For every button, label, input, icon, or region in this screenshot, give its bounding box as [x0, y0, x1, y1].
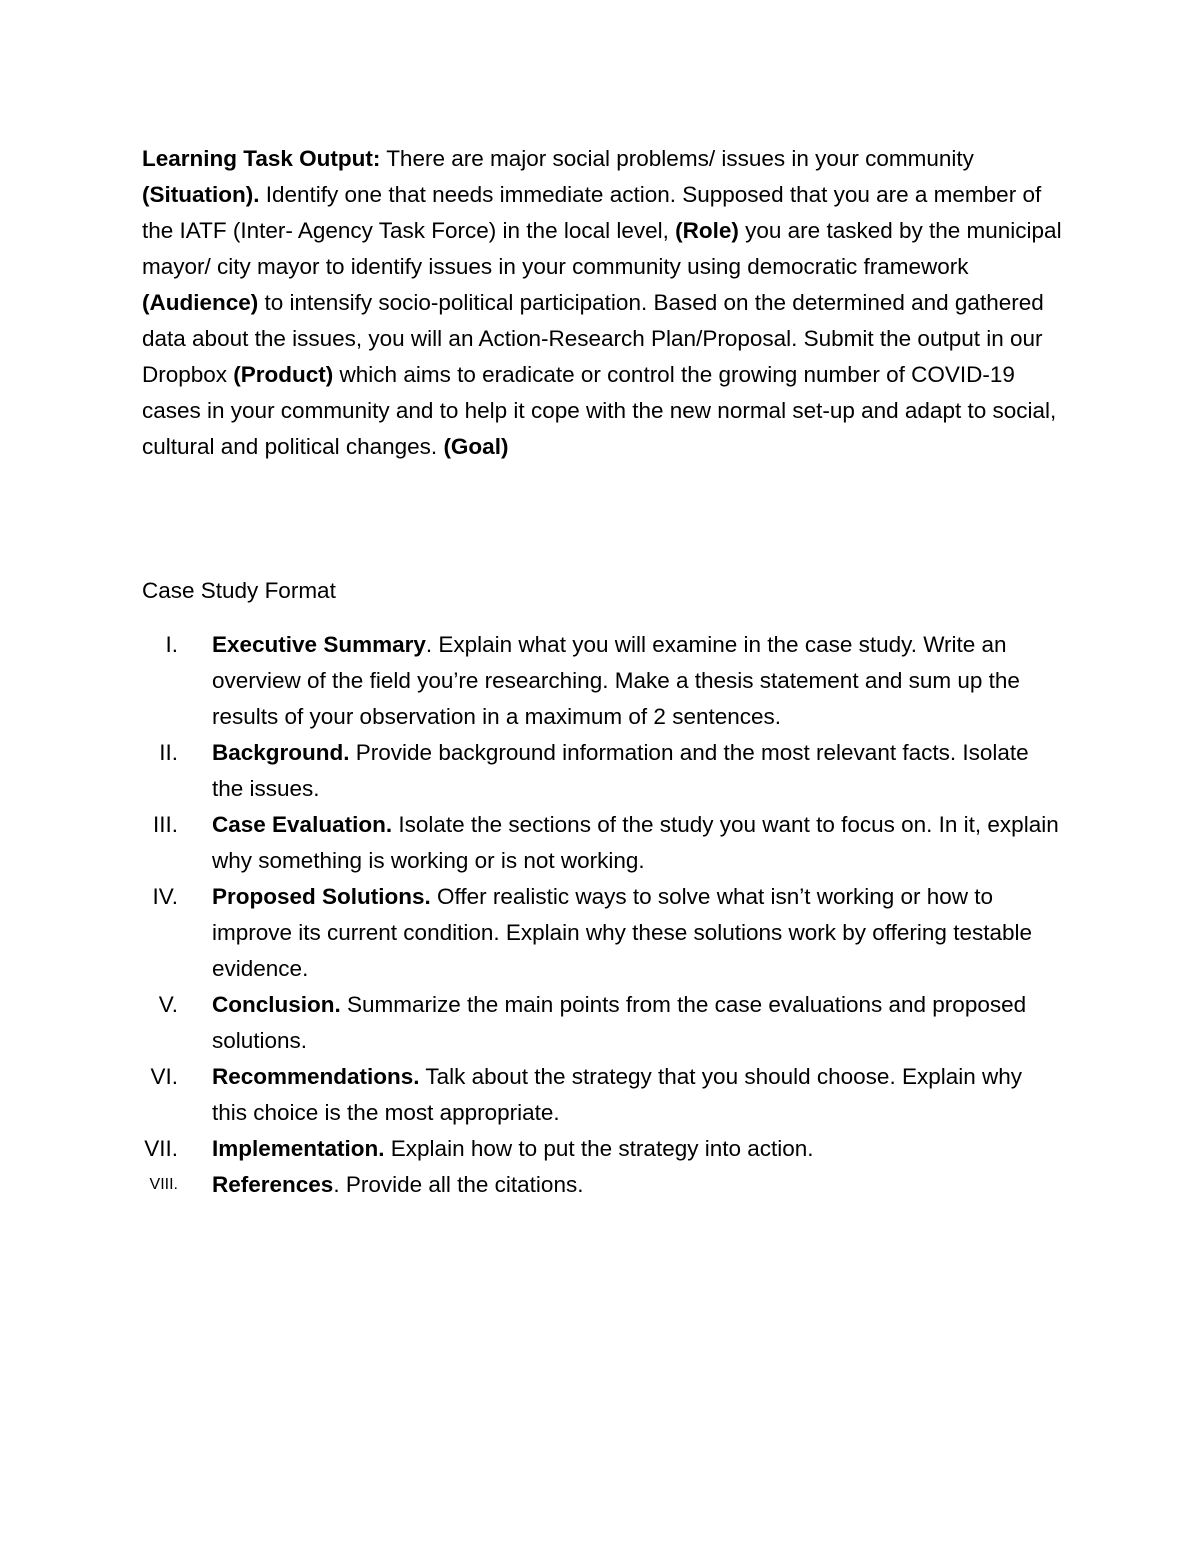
list-item [142, 735, 1062, 807]
situation-label: (Situation). [142, 182, 260, 207]
learning-task-paragraph [142, 141, 1062, 465]
list-item [142, 879, 1062, 987]
learning-task-lead: Learning Task Output: [142, 146, 381, 171]
list-numeral: II. [159, 740, 178, 765]
intro-text-3: you are tasked by the municipal mayor/ city mayor to identify issues in your community using democratic framework [142, 218, 1062, 279]
list-item-text: Offer realistic ways to solve what isn’t working or how to improve its current condition. Explain why these solutions work by offering testable evidence. [212, 884, 1032, 981]
list-item [142, 987, 1062, 1059]
list-item-heading: Implementation. [212, 1136, 385, 1161]
list-item-text: . Explain what you will examine in the case study. Write an overview of the field you’re researching. Make a thesis statement and sum up the results of your observation in a maximum of 2 sentences. [212, 632, 1020, 729]
list-item-heading: References [212, 1172, 334, 1197]
list-numeral: III. [152, 812, 178, 837]
list-numeral: I. [165, 632, 178, 657]
case-study-format-list [142, 627, 1062, 1203]
intro-text-4: to intensify socio-political participation. Based on the determined and gathered data about the issues, you will an Action-Research Plan/Proposal. Submit the output in our Dropbox [142, 290, 1044, 387]
list-item-heading: Case Evaluation. [212, 812, 393, 837]
list-numeral: VI. [150, 1064, 178, 1089]
list-numeral: VII. [144, 1136, 178, 1161]
list-item-text: Explain how to put the strategy into action. [384, 1136, 814, 1161]
list-item [142, 627, 1062, 735]
list-item [142, 1167, 1062, 1203]
list-numeral: VIII. [149, 1176, 178, 1193]
intro-text-2: Identify one that needs immediate action. Supposed that you are a member of the IATF (Inter- Agency Task Force) in the local level, [142, 182, 1042, 243]
list-item-text: Talk about the strategy that you should choose. Explain why this choice is the most appropriate. [212, 1064, 1023, 1125]
role-label: (Role) [675, 218, 739, 243]
product-label: (Product) [233, 362, 334, 387]
document-body [142, 141, 1062, 1197]
list-item-text: Isolate the sections of the study you want to focus on. In it, explain why something is working or is not working. [212, 812, 1059, 873]
list-numeral: IV. [152, 884, 178, 909]
list-item-heading: Executive Summary [212, 632, 426, 657]
list-item-heading: Conclusion. [212, 992, 341, 1017]
goal-label: (Goal) [443, 434, 509, 459]
list-item [142, 1059, 1062, 1131]
intro-text-1: There are major social problems/ issues in your community [380, 146, 974, 171]
list-item-heading: Recommendations. [212, 1064, 420, 1089]
list-item-text: Summarize the main points from the case evaluations and proposed solutions. [212, 992, 1027, 1053]
list-item-text: . Provide all the citations. [333, 1172, 584, 1197]
audience-label: (Audience) [142, 290, 259, 315]
list-item-heading: Background. [212, 740, 350, 765]
case-study-format-title: Case Study Format [142, 578, 336, 603]
list-item [142, 1131, 1062, 1167]
list-numeral: V. [158, 992, 178, 1017]
list-item-heading: Proposed Solutions. [212, 884, 431, 909]
list-item [142, 807, 1062, 879]
intro-text-5: which aims to eradicate or control the growing number of COVID-19 cases in your community and to help it cope with the new normal set-up and adapt to social, cultural and political changes. [142, 362, 1057, 459]
list-item-text: Provide background information and the most relevant facts. Isolate the issues. [212, 740, 1029, 801]
